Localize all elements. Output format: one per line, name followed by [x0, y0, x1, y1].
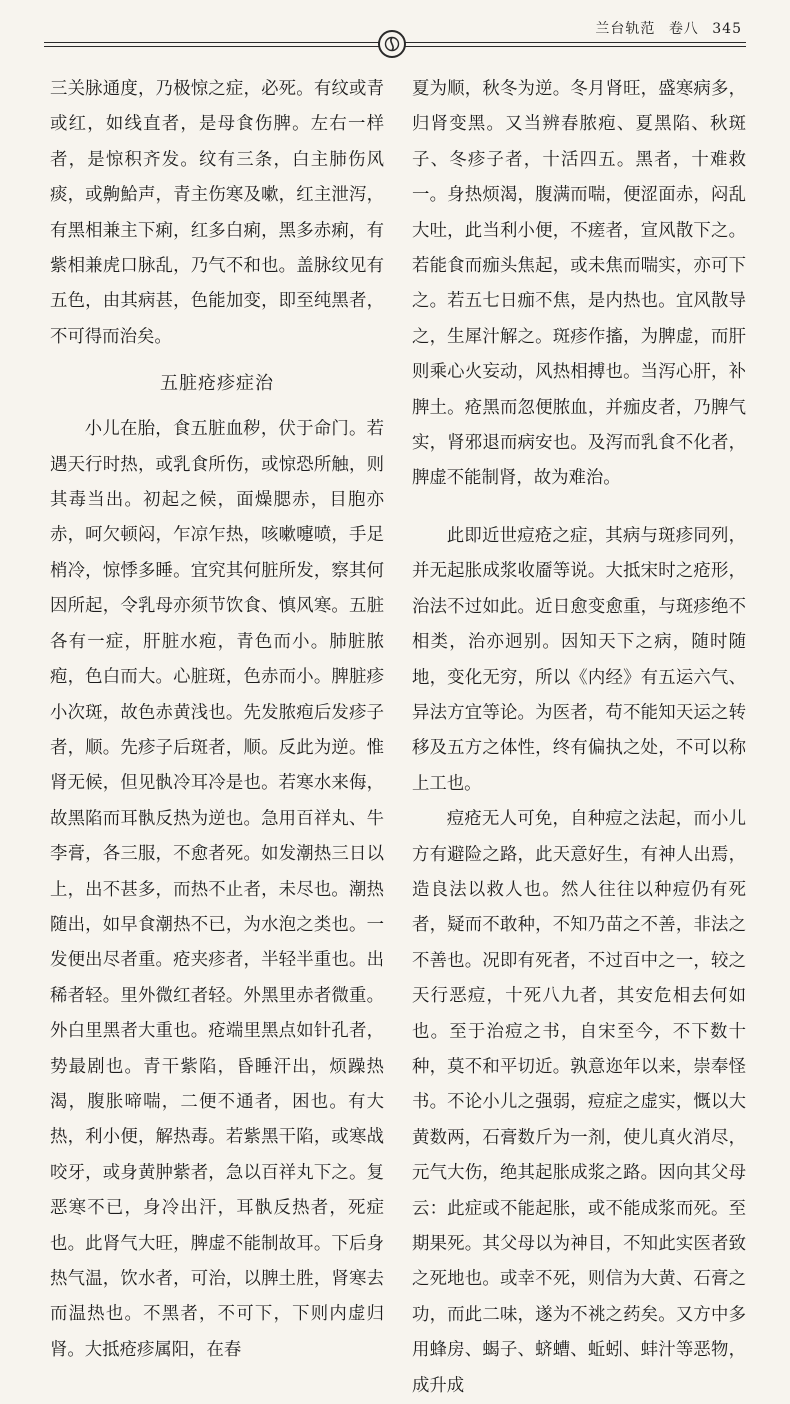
commentary-paragraph: 痘疮无人可免，自种痘之法起，而小儿方有避险之路，此天意好生，有神人出焉，造良法以救人也。然人往往以种痘仍有死者，疑而不敢种，不知乃苗之不善，非法之不善也。况即有死者，不过百中之一，较之天行恶痘，十死八九者，其安危相去何如也。至于治痘之书，自宋至今，不下数十种，莫不和平切近。孰意迩年以来，崇奉怪书。不论小儿之强弱，痘症之虚实，慨以大黄数两，石膏数斤为一剂，使儿真火消尽，元气大伤，绝其起胀成浆之路。因向其父母云：此症或不能起胀，或不能成浆而死。至期果死。其父母以为神目，不知此实医者致之死地也。或幸不死，则信为大黄、石膏之功，而此二味，遂为不祧之药矣。又方中多用蜂房、蝎子、蛴螬、蚯蚓、蚌汁等恶物，成升成	[412, 809, 746, 1396]
paragraph: 小儿在胎，食五脏血秽，伏于命门。若遇天行时热，或乳食所伤，或惊恐所触，则其毒当出。初起之候，面燥腮赤，目胞亦赤，呵欠顿闷，乍凉乍热，咳嗽嚏喷，手足梢冷，惊悸多睡。宜究其何脏所发，察其何因所起，令乳母亦须节饮食、慎风寒。五脏各有一症，肝脏水疱，青色而小。肺脏脓疱，色白而大。心脏斑，色赤而小。脾脏疹小次斑，故色赤黄浅也。先发脓疱后发疹子者，顺。先疹子后斑者，顺。反此为逆。惟肾无候，但见骫冷耳冷是也。若寒水来侮，故黑陷而耳骫反热为逆也。急用百祥丸、牛李膏，各三服，不愈者死。如发潮热三日以上，出不甚多，而热不止者，未尽也。潮热随出，如早食潮热不已，为水泡之类也。一发便出尽者重。疮夹疹者，半轻半重也。出稀者轻。里外微红者轻。外黑里赤者微重。外白里黑者大重也。疮端里黑点如针孔者，势最剧也。青干紫陷，昏睡汗出，烦躁热渴，腹胀啼喘，二便不通者，困也。有大热，利小便，解热毒。若紫黑干陷，或寒战咬牙，或身黄肿紫者，急以百祥丸下之。复恶寒不已，身冷出汗，耳骫反热者，死症也。此肾气大旺，脾虚不能制故耳。下后身热气温，饮水者，可治，以脾土胜，肾寒去而温热也。不黑者，不可下，下则内虚归肾。大抵疮疹属阳，在春	[50, 419, 384, 1360]
right-column	[412, 72, 746, 1404]
commentary-paragraph: 此即近世痘疮之症，其病与斑疹同列，并无起胀成浆收靥等说。大抵宋时之疮形，治法不过如此。近日愈变愈重，与斑疹绝不相类，治亦迥别。因知天下之病，随时随地，变化无穷，所以《内经》有五运六气、异法方宜等论。为医者，苟不能知天运之转移及五方之体性，终有偏执之处，不可以称上工也。	[412, 525, 746, 794]
page-header	[0, 0, 790, 60]
paragraph: 夏为顺，秋冬为逆。冬月肾旺，盛寒病多，归肾变黑。又当辨春脓疱、夏黑陷、秋斑子、冬疹子者，十活四五。黑者，十难救一。身热烦渴，腹满而喘，便涩面赤，闷乱大吐，此当利小便，不瘥者，宣风散下之。若能食而痂头焦起，或未焦而喘实，亦可下之。若五七日痂不焦，是内热也。宜风散导之，生犀汁解之。斑疹作搐，为脾虚，而肝则乘心火妄动，风热相搏也。当泻心肝，补脾土。疮黑而忽便脓血，并痂皮者，乃脾气实，肾邪退而病安也。及泻而乳食不化者，脾虚不能制肾，故为难治。	[412, 79, 746, 489]
running-header	[587, 18, 742, 38]
publisher-emblem-icon	[378, 30, 406, 58]
volume-label: 卷八	[668, 21, 699, 37]
left-column	[50, 72, 384, 1368]
book-title: 兰台轨范	[595, 21, 656, 37]
page-number: 345	[712, 21, 742, 37]
paragraph: 三关脉通度，乃极惊之症，必死。有纹或青或红，如线直者，是母食伤脾。左右一样者，是惊积齐发。纹有三条，白主肺伤风痰，或齁鮯声，青主伤寒及嗽，红主泄泻，有黑相兼主下痢，红多白痢，黑多赤痢，有紫相兼虎口脉乱，乃气不和也。盖脉纹见有五色，由其病甚，色能加变，即至纯黑者，不可得而治矣。	[50, 79, 384, 347]
section-title: 五脏疮疹症治	[160, 373, 274, 395]
